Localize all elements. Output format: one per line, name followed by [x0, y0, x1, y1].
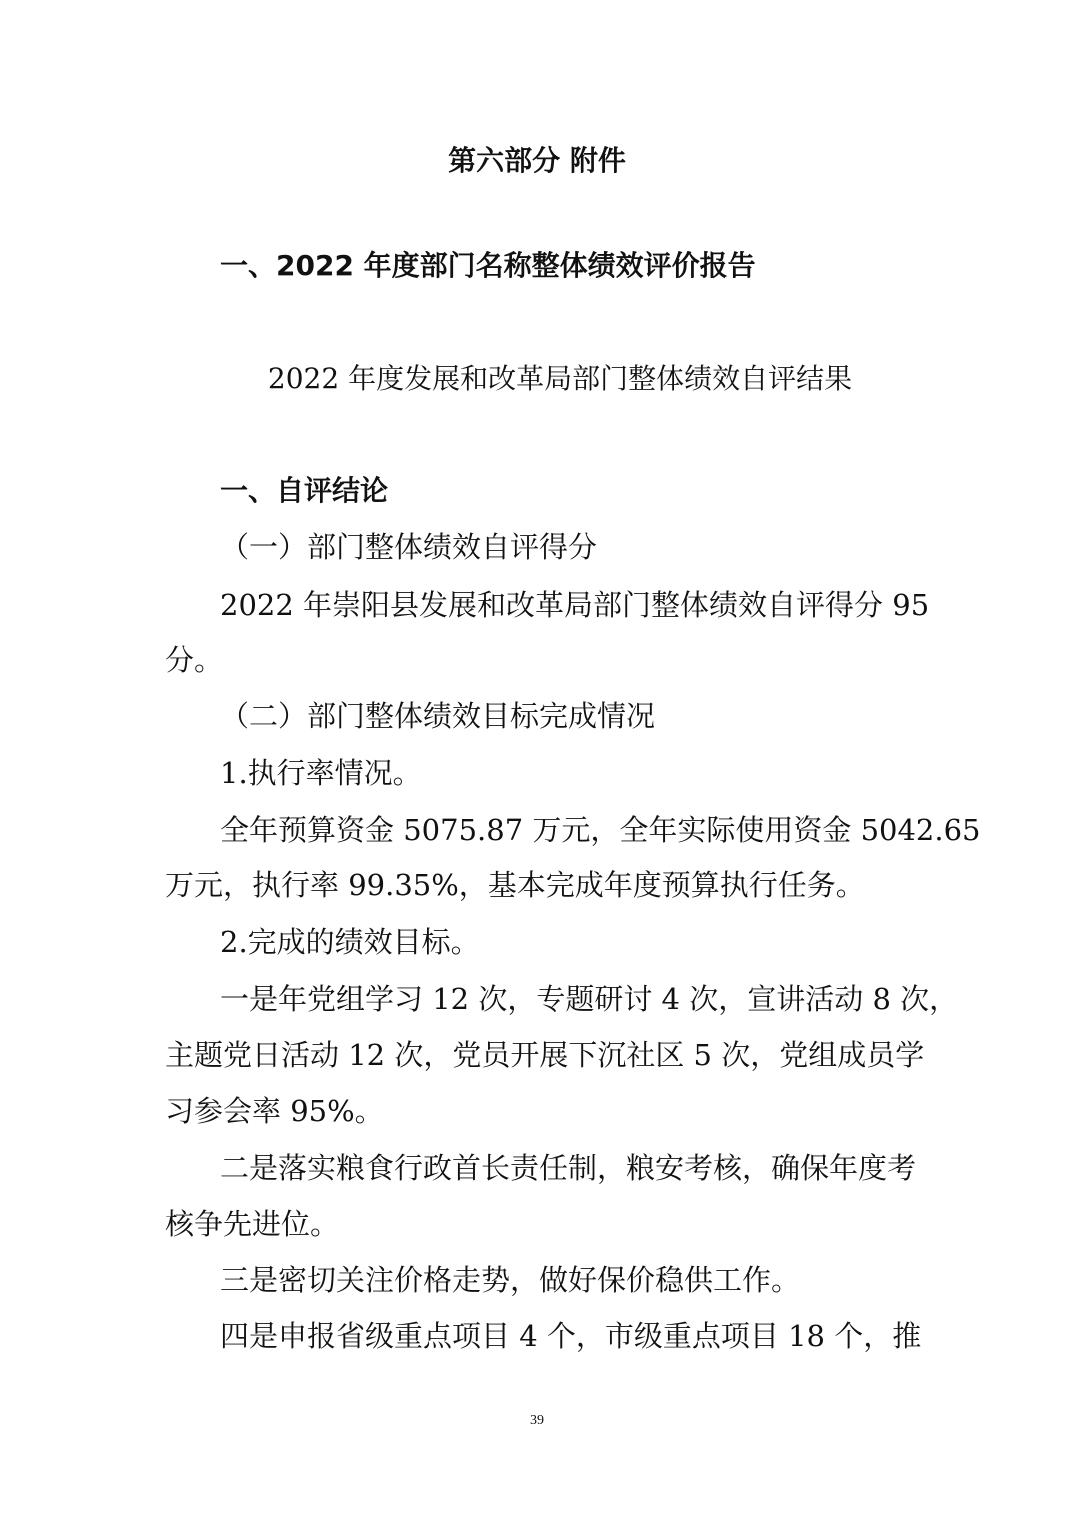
goal1-paragraph-line1: 一是年党组学习 12 次，专题研讨 4 次，宣讲活动 8 次， — [220, 982, 959, 1016]
goal2-paragraph-line2: 核争先进位。 — [165, 1207, 340, 1241]
score-paragraph-line1: 2022 年崇阳县发展和改革局部门整体绩效自评得分 95 — [220, 588, 930, 622]
report-title: 2022 年度发展和改革局部门整体绩效自评结果 — [267, 362, 853, 395]
goal3-paragraph-line1: 三是密切关注价格走势，做好保价稳供工作。 — [220, 1263, 801, 1297]
section-heading: 一、2022 年度部门名称整体绩效评价报告 — [220, 249, 756, 282]
goal2-paragraph-line1: 二是落实粮食行政首长责任制，粮安考核，确保年度考 — [220, 1151, 917, 1185]
conclusion-heading: 一、自评结论 — [220, 474, 389, 507]
sub1-heading: （一）部门整体绩效自评得分 — [220, 530, 598, 564]
page-title: 第六部分 附件 — [448, 144, 626, 177]
budget-paragraph-line1: 全年预算资金 5075.87 万元，全年实际使用资金 5042.65 — [220, 813, 981, 847]
page-number: 39 — [530, 1413, 544, 1428]
item1-heading: 1.执行率情况。 — [220, 756, 422, 790]
item2-heading: 2.完成的绩效目标。 — [220, 925, 480, 959]
goal1-paragraph-line2: 主题党日活动 12 次，党员开展下沉社区 5 次，党组成员学 — [165, 1038, 925, 1072]
score-paragraph-line2: 分。 — [165, 643, 224, 677]
budget-paragraph-line2: 万元，执行率 99.35%，基本完成年度预算执行任务。 — [165, 868, 865, 902]
goal1-paragraph-line3: 习参会率 95%。 — [165, 1094, 384, 1128]
goal4-paragraph-line1: 四是申报省级重点项目 4 个，市级重点项目 18 个，推 — [220, 1319, 922, 1353]
sub2-heading: （二）部门整体绩效目标完成情况 — [220, 699, 656, 733]
